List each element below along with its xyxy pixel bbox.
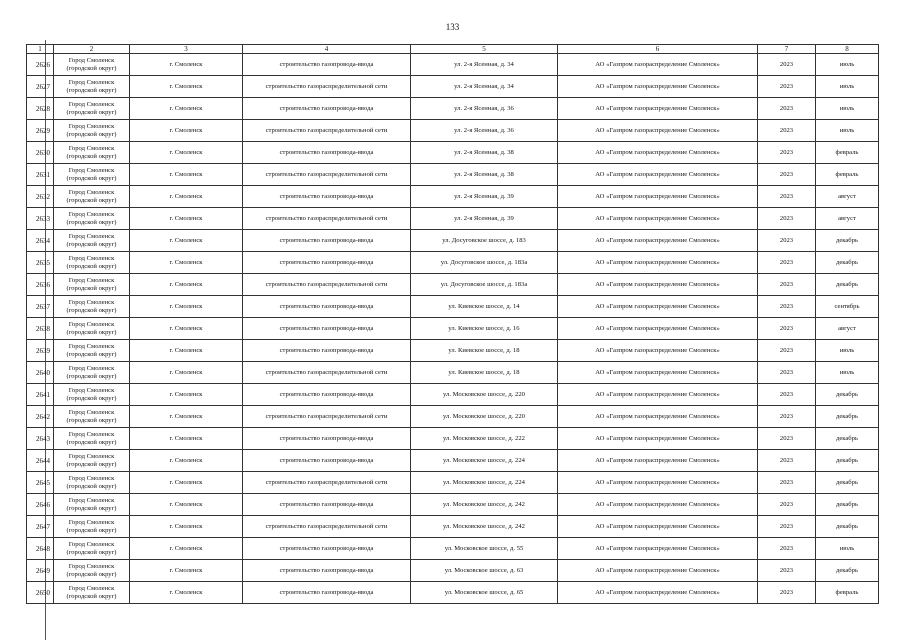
table-row <box>27 164 879 186</box>
organization-cell: АО «Газпром газораспределение Смоленск» <box>558 384 758 406</box>
settlement-cell: г. Смоленск <box>130 98 243 120</box>
month-cell: декабрь <box>816 230 879 252</box>
year-cell: 2023 <box>758 230 816 252</box>
settlement-cell: г. Смоленск <box>130 120 243 142</box>
settlement-cell: г. Смоленск <box>130 494 243 516</box>
month-cell: февраль <box>816 164 879 186</box>
address-cell: ул. Московское шоссе, д. 242 <box>411 494 558 516</box>
header-cell: 2 <box>54 45 130 54</box>
municipality-cell: Город Смоленск (городской округ) <box>54 164 130 186</box>
work-type-cell: строительство газопровода-ввода <box>243 538 411 560</box>
address-cell: ул. Московское шоссе, д. 242 <box>411 516 558 538</box>
organization-cell: АО «Газпром газораспределение Смоленск» <box>558 450 758 472</box>
row-number-cell: 2647 <box>27 516 54 538</box>
table-row <box>27 54 879 76</box>
organization-cell: АО «Газпром газораспределение Смоленск» <box>558 362 758 384</box>
row-number-cell: 2642 <box>27 406 54 428</box>
settlement-cell: г. Смоленск <box>130 340 243 362</box>
row-number-cell: 2641 <box>27 384 54 406</box>
month-cell: декабрь <box>816 274 879 296</box>
work-type-cell: строительство газораспределительной сети <box>243 406 411 428</box>
work-type-cell: строительство газопровода-ввода <box>243 296 411 318</box>
header-cell: 5 <box>411 45 558 54</box>
work-type-cell: строительство газопровода-ввода <box>243 252 411 274</box>
address-cell: ул. Московское шоссе, д. 220 <box>411 384 558 406</box>
municipality-cell: Город Смоленск (городской округ) <box>54 98 130 120</box>
settlement-cell: г. Смоленск <box>130 76 243 98</box>
settlement-cell: г. Смоленск <box>130 516 243 538</box>
municipality-cell: Город Смоленск (городской округ) <box>54 318 130 340</box>
settlement-cell: г. Смоленск <box>130 450 243 472</box>
month-cell: декабрь <box>816 560 879 582</box>
address-cell: ул. Московское шоссе, д. 220 <box>411 406 558 428</box>
address-cell: ул. Досуговское шоссе, д. 183 <box>411 230 558 252</box>
address-cell: ул. 2-я Ясенная, д. 38 <box>411 164 558 186</box>
header-cell: 7 <box>758 45 816 54</box>
organization-cell: АО «Газпром газораспределение Смоленск» <box>558 142 758 164</box>
month-cell: июль <box>816 120 879 142</box>
address-cell: ул. Досуговское шоссе, д. 183а <box>411 252 558 274</box>
organization-cell: АО «Газпром газораспределение Смоленск» <box>558 186 758 208</box>
work-type-cell: строительство газораспределительной сети <box>243 516 411 538</box>
work-type-cell: строительство газораспределительной сети <box>243 472 411 494</box>
work-type-cell: строительство газораспределительной сети <box>243 274 411 296</box>
municipality-cell: Город Смоленск (городской округ) <box>54 560 130 582</box>
municipality-cell: Город Смоленск (городской округ) <box>54 296 130 318</box>
municipality-cell: Город Смоленск (городской округ) <box>54 384 130 406</box>
organization-cell: АО «Газпром газораспределение Смоленск» <box>558 516 758 538</box>
month-cell: декабрь <box>816 494 879 516</box>
year-cell: 2023 <box>758 274 816 296</box>
header-cell: 3 <box>130 45 243 54</box>
month-cell: декабрь <box>816 406 879 428</box>
settlement-cell: г. Смоленск <box>130 274 243 296</box>
year-cell: 2023 <box>758 318 816 340</box>
address-cell: ул. Киевское шоссе, д. 18 <box>411 362 558 384</box>
organization-cell: АО «Газпром газораспределение Смоленск» <box>558 428 758 450</box>
month-cell: август <box>816 186 879 208</box>
row-number-cell: 2649 <box>27 560 54 582</box>
table-row <box>27 296 879 318</box>
header-cell: 8 <box>816 45 879 54</box>
table-row <box>27 472 879 494</box>
municipality-cell: Город Смоленск (городской округ) <box>54 406 130 428</box>
address-cell: ул. 2-я Ясенная, д. 34 <box>411 76 558 98</box>
month-cell: декабрь <box>816 516 879 538</box>
organization-cell: АО «Газпром газораспределение Смоленск» <box>558 318 758 340</box>
table-row <box>27 98 879 120</box>
month-cell: февраль <box>816 142 879 164</box>
address-cell: ул. Киевское шоссе, д. 16 <box>411 318 558 340</box>
work-type-cell: строительство газораспределительной сети <box>243 362 411 384</box>
month-cell: август <box>816 208 879 230</box>
municipality-cell: Город Смоленск (городской округ) <box>54 208 130 230</box>
settlement-cell: г. Смоленск <box>130 472 243 494</box>
address-cell: ул. Киевское шоссе, д. 14 <box>411 296 558 318</box>
settlement-cell: г. Смоленск <box>130 384 243 406</box>
organization-cell: АО «Газпром газораспределение Смоленск» <box>558 538 758 560</box>
row-number-cell: 2637 <box>27 296 54 318</box>
work-type-cell: строительство газопровода-ввода <box>243 98 411 120</box>
settlement-cell: г. Смоленск <box>130 428 243 450</box>
month-cell: июль <box>816 76 879 98</box>
table-row <box>27 252 879 274</box>
page-number: 133 <box>445 22 460 32</box>
year-cell: 2023 <box>758 538 816 560</box>
data-table <box>26 44 879 604</box>
work-type-cell: строительство газопровода-ввода <box>243 186 411 208</box>
month-cell: июль <box>816 362 879 384</box>
settlement-cell: г. Смоленск <box>130 208 243 230</box>
work-type-cell: строительство газопровода-ввода <box>243 230 411 252</box>
organization-cell: АО «Газпром газораспределение Смоленск» <box>558 208 758 230</box>
table-row <box>27 428 879 450</box>
row-number-cell: 2648 <box>27 538 54 560</box>
table-row <box>27 142 879 164</box>
settlement-cell: г. Смоленск <box>130 318 243 340</box>
municipality-cell: Город Смоленск (городской округ) <box>54 120 130 142</box>
municipality-cell: Город Смоленск (городской округ) <box>54 428 130 450</box>
table-row <box>27 208 879 230</box>
organization-cell: АО «Газпром газораспределение Смоленск» <box>558 296 758 318</box>
work-type-cell: строительство газопровода-ввода <box>243 318 411 340</box>
organization-cell: АО «Газпром газораспределение Смоленск» <box>558 406 758 428</box>
address-cell: ул. Московское шоссе, д. 222 <box>411 428 558 450</box>
table-row <box>27 406 879 428</box>
month-cell: декабрь <box>816 252 879 274</box>
municipality-cell: Город Смоленск (городской округ) <box>54 582 130 604</box>
municipality-cell: Город Смоленск (городской округ) <box>54 274 130 296</box>
year-cell: 2023 <box>758 516 816 538</box>
municipality-cell: Город Смоленск (городской округ) <box>54 54 130 76</box>
organization-cell: АО «Газпром газораспределение Смоленск» <box>558 340 758 362</box>
row-number-cell: 2627 <box>27 76 54 98</box>
address-cell: ул. Московское шоссе, д. 224 <box>411 472 558 494</box>
month-cell: август <box>816 318 879 340</box>
year-cell: 2023 <box>758 76 816 98</box>
address-cell: ул. Киевское шоссе, д. 18 <box>411 340 558 362</box>
settlement-cell: г. Смоленск <box>130 54 243 76</box>
address-cell: ул. 2-я Ясенная, д. 36 <box>411 98 558 120</box>
year-cell: 2023 <box>758 582 816 604</box>
table-row <box>27 494 879 516</box>
row-number-cell: 2630 <box>27 142 54 164</box>
work-type-cell: строительство газораспределительной сети <box>243 208 411 230</box>
municipality-cell: Город Смоленск (городской округ) <box>54 472 130 494</box>
year-cell: 2023 <box>758 450 816 472</box>
settlement-cell: г. Смоленск <box>130 362 243 384</box>
month-cell: июль <box>816 54 879 76</box>
row-number-cell: 2640 <box>27 362 54 384</box>
work-type-cell: строительство газораспределительной сети <box>243 120 411 142</box>
month-cell: декабрь <box>816 472 879 494</box>
settlement-cell: г. Смоленск <box>130 538 243 560</box>
settlement-cell: г. Смоленск <box>130 252 243 274</box>
table-row <box>27 560 879 582</box>
organization-cell: АО «Газпром газораспределение Смоленск» <box>558 494 758 516</box>
year-cell: 2023 <box>758 560 816 582</box>
row-number-cell: 2635 <box>27 252 54 274</box>
table-row <box>27 318 879 340</box>
year-cell: 2023 <box>758 142 816 164</box>
header-cell: 1 <box>27 45 54 54</box>
row-number-cell: 2628 <box>27 98 54 120</box>
row-number-cell: 2639 <box>27 340 54 362</box>
table-row <box>27 340 879 362</box>
organization-cell: АО «Газпром газораспределение Смоленск» <box>558 230 758 252</box>
row-number-cell: 2646 <box>27 494 54 516</box>
organization-cell: АО «Газпром газораспределение Смоленск» <box>558 76 758 98</box>
municipality-cell: Город Смоленск (городской округ) <box>54 538 130 560</box>
month-cell: сентябрь <box>816 296 879 318</box>
year-cell: 2023 <box>758 384 816 406</box>
row-number-cell: 2629 <box>27 120 54 142</box>
table-row <box>27 120 879 142</box>
municipality-cell: Город Смоленск (городской округ) <box>54 252 130 274</box>
header-cell: 4 <box>243 45 411 54</box>
municipality-cell: Город Смоленск (городской округ) <box>54 450 130 472</box>
organization-cell: АО «Газпром газораспределение Смоленск» <box>558 560 758 582</box>
table-row <box>27 362 879 384</box>
month-cell: июль <box>816 538 879 560</box>
municipality-cell: Город Смоленск (городской округ) <box>54 494 130 516</box>
year-cell: 2023 <box>758 494 816 516</box>
address-cell: ул. Московское шоссе, д. 55 <box>411 538 558 560</box>
address-cell: ул. 2-я Ясенная, д. 34 <box>411 54 558 76</box>
municipality-cell: Город Смоленск (городской округ) <box>54 142 130 164</box>
month-cell: декабрь <box>816 450 879 472</box>
table-row <box>27 274 879 296</box>
organization-cell: АО «Газпром газораспределение Смоленск» <box>558 98 758 120</box>
year-cell: 2023 <box>758 186 816 208</box>
month-cell: декабрь <box>816 428 879 450</box>
work-type-cell: строительство газопровода-ввода <box>243 340 411 362</box>
address-cell: ул. 2-я Ясенная, д. 39 <box>411 208 558 230</box>
year-cell: 2023 <box>758 296 816 318</box>
settlement-cell: г. Смоленск <box>130 230 243 252</box>
municipality-cell: Город Смоленск (городской округ) <box>54 230 130 252</box>
address-cell: ул. Московское шоссе, д. 63 <box>411 560 558 582</box>
row-number-cell: 2645 <box>27 472 54 494</box>
table-row <box>27 538 879 560</box>
row-number-cell: 2638 <box>27 318 54 340</box>
table-row <box>27 186 879 208</box>
organization-cell: АО «Газпром газораспределение Смоленск» <box>558 582 758 604</box>
organization-cell: АО «Газпром газораспределение Смоленск» <box>558 54 758 76</box>
address-cell: ул. Досуговское шоссе, д. 183а <box>411 274 558 296</box>
row-number-cell: 2636 <box>27 274 54 296</box>
table-row <box>27 516 879 538</box>
organization-cell: АО «Газпром газораспределение Смоленск» <box>558 120 758 142</box>
year-cell: 2023 <box>758 54 816 76</box>
row-number-cell: 2650 <box>27 582 54 604</box>
row-number-cell: 2631 <box>27 164 54 186</box>
table-row <box>27 384 879 406</box>
settlement-cell: г. Смоленск <box>130 186 243 208</box>
work-type-cell: строительство газораспределительной сети <box>243 164 411 186</box>
row-number-cell: 2644 <box>27 450 54 472</box>
row-number-cell: 2634 <box>27 230 54 252</box>
municipality-cell: Город Смоленск (городской округ) <box>54 186 130 208</box>
address-cell: ул. Московское шоссе, д. 65 <box>411 582 558 604</box>
year-cell: 2023 <box>758 406 816 428</box>
month-cell: февраль <box>816 582 879 604</box>
table-row <box>27 76 879 98</box>
table-row <box>27 582 879 604</box>
address-cell: ул. 2-я Ясенная, д. 36 <box>411 120 558 142</box>
settlement-cell: г. Смоленск <box>130 406 243 428</box>
work-type-cell: строительство газопровода-ввода <box>243 582 411 604</box>
work-type-cell: строительство газораспределительной сети <box>243 76 411 98</box>
work-type-cell: строительство газопровода-ввода <box>243 142 411 164</box>
settlement-cell: г. Смоленск <box>130 296 243 318</box>
year-cell: 2023 <box>758 340 816 362</box>
table-row <box>27 450 879 472</box>
municipality-cell: Город Смоленск (городской округ) <box>54 362 130 384</box>
settlement-cell: г. Смоленск <box>130 164 243 186</box>
address-cell: ул. 2-я Ясенная, д. 39 <box>411 186 558 208</box>
year-cell: 2023 <box>758 428 816 450</box>
row-number-cell: 2633 <box>27 208 54 230</box>
month-cell: июль <box>816 98 879 120</box>
municipality-cell: Город Смоленск (городской округ) <box>54 340 130 362</box>
year-cell: 2023 <box>758 120 816 142</box>
work-type-cell: строительство газопровода-ввода <box>243 428 411 450</box>
work-type-cell: строительство газопровода-ввода <box>243 560 411 582</box>
work-type-cell: строительство газопровода-ввода <box>243 450 411 472</box>
settlement-cell: г. Смоленск <box>130 560 243 582</box>
settlement-cell: г. Смоленск <box>130 582 243 604</box>
header-row <box>27 45 879 54</box>
year-cell: 2023 <box>758 252 816 274</box>
row-number-cell: 2643 <box>27 428 54 450</box>
municipality-cell: Город Смоленск (городской округ) <box>54 516 130 538</box>
table-row <box>27 230 879 252</box>
organization-cell: АО «Газпром газораспределение Смоленск» <box>558 164 758 186</box>
organization-cell: АО «Газпром газораспределение Смоленск» <box>558 472 758 494</box>
year-cell: 2023 <box>758 98 816 120</box>
year-cell: 2023 <box>758 164 816 186</box>
settlement-cell: г. Смоленск <box>130 142 243 164</box>
address-cell: ул. Московское шоссе, д. 224 <box>411 450 558 472</box>
work-type-cell: строительство газопровода-ввода <box>243 384 411 406</box>
year-cell: 2023 <box>758 208 816 230</box>
work-type-cell: строительство газопровода-ввода <box>243 54 411 76</box>
header-cell: 6 <box>558 45 758 54</box>
organization-cell: АО «Газпром газораспределение Смоленск» <box>558 274 758 296</box>
year-cell: 2023 <box>758 362 816 384</box>
year-cell: 2023 <box>758 472 816 494</box>
address-cell: ул. 2-я Ясенная, д. 38 <box>411 142 558 164</box>
month-cell: декабрь <box>816 384 879 406</box>
work-type-cell: строительство газопровода-ввода <box>243 494 411 516</box>
month-cell: июль <box>816 340 879 362</box>
row-number-cell: 2626 <box>27 54 54 76</box>
row-number-cell: 2632 <box>27 186 54 208</box>
organization-cell: АО «Газпром газораспределение Смоленск» <box>558 252 758 274</box>
municipality-cell: Город Смоленск (городской округ) <box>54 76 130 98</box>
